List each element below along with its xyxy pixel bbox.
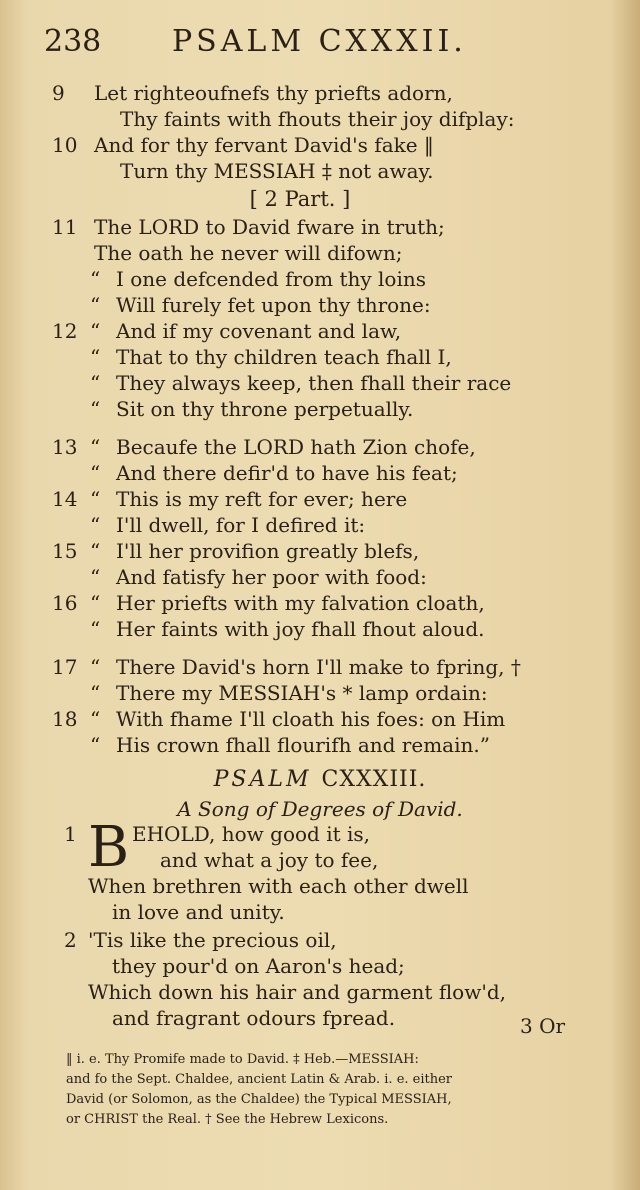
verse-number: 13 xyxy=(52,435,78,459)
verse-text: Will furely fet upon thy throne: xyxy=(116,293,431,317)
verse-line xyxy=(0,486,640,512)
quote-mark: “ xyxy=(90,371,101,395)
verse-line xyxy=(0,292,640,318)
verse-text: Let righteoufnefs thy priefts adorn, xyxy=(94,81,453,105)
quote-mark: “ xyxy=(90,617,101,641)
page-header xyxy=(44,24,604,64)
footnote-line: David (or Solomon, as the Chaldee) the Typical MESSIAH, xyxy=(66,1092,452,1107)
verse-line xyxy=(0,460,640,486)
verse-text: There David's horn I'll make to fpring, † xyxy=(116,655,521,679)
verse-text: His crown fhall flourifh and remain.” xyxy=(116,733,490,757)
verse-line xyxy=(0,732,640,758)
catchword: 3 Or xyxy=(520,1014,566,1038)
verse-number: 15 xyxy=(52,539,78,563)
verse-line xyxy=(0,654,640,680)
psalm-132-verses xyxy=(0,80,640,758)
verse-number: 17 xyxy=(52,655,78,679)
verse-text: This is my reft for ever; here xyxy=(116,487,408,511)
verse-text: That to thy children teach fhall I, xyxy=(116,345,452,369)
quote-mark: “ xyxy=(90,461,101,485)
quote-mark: “ xyxy=(90,319,101,343)
footnotes xyxy=(66,1050,586,1130)
verse-text: and fragrant odours fpread. xyxy=(112,1006,396,1030)
verse-text: There my MESSIAH's * lamp ordain: xyxy=(116,681,488,705)
verse-line xyxy=(0,616,640,642)
psalm-heading-numeral: CXXXIII. xyxy=(321,767,427,792)
quote-mark: “ xyxy=(90,565,101,589)
verse-text: Her faints with joy fhall fhout aloud. xyxy=(116,617,485,641)
footnote-line: or CHRIST the Real. † See the Hebrew Lexicons. xyxy=(66,1112,389,1127)
quote-mark: “ xyxy=(90,539,101,563)
verse-line xyxy=(0,344,640,370)
verse-text: Becaufe the LORD hath Zion chofe, xyxy=(116,435,476,459)
verse-text: And if my covenant and law, xyxy=(116,319,402,343)
verse-number: 14 xyxy=(52,487,78,511)
verse-text: they pour'd on Aaron's head; xyxy=(112,954,405,978)
verse-line xyxy=(0,590,640,616)
verse-text: in love and unity. xyxy=(112,900,285,924)
verse-number: 1 xyxy=(64,822,77,846)
verse-text: Her priefts with my falvation cloath, xyxy=(116,591,485,615)
verse-text: And there defir'd to have his feat; xyxy=(116,461,458,485)
psalm-heading xyxy=(0,765,640,795)
verse-text: EHOLD, how good it is, xyxy=(132,822,371,846)
verse-text: and what a joy to fee, xyxy=(160,848,379,872)
verse-line xyxy=(0,240,640,266)
quote-mark: “ xyxy=(90,733,101,757)
part-heading: [ 2 Part. ] xyxy=(249,187,351,211)
verse-line xyxy=(0,214,640,240)
drop-cap: B xyxy=(88,815,130,880)
quote-mark: “ xyxy=(90,435,101,459)
verse-line xyxy=(0,158,640,184)
verse-text: I one defcended from thy loins xyxy=(116,267,427,291)
verse-line xyxy=(0,512,640,538)
verse-text: The LORD to David fware in truth; xyxy=(94,215,445,239)
quote-mark: “ xyxy=(90,655,101,679)
verse-number: 10 xyxy=(52,133,78,157)
verse-text: Thy faints with fhouts their joy difplay: xyxy=(120,107,515,131)
verse-text: The oath he never will difown; xyxy=(94,241,403,265)
verse-text: And for thy fervant David's fake ‖ xyxy=(94,133,434,157)
verse-text: Turn thy MESSIAH ‡ not away. xyxy=(120,159,434,183)
psalm-subtitle: A Song of Degrees of David. xyxy=(177,797,463,821)
quote-mark: “ xyxy=(90,591,101,615)
verse-text: When brethren with each other dwell xyxy=(88,874,469,898)
verse-line xyxy=(0,80,640,106)
verse-number: 16 xyxy=(52,591,78,615)
page-number: 238 xyxy=(44,24,102,59)
quote-mark: “ xyxy=(90,397,101,421)
verse-line xyxy=(0,564,640,590)
verse-number: 11 xyxy=(52,215,78,239)
verse-line xyxy=(0,434,640,460)
verse-line xyxy=(0,680,640,706)
verse-line xyxy=(0,706,640,732)
quote-mark: “ xyxy=(90,707,101,731)
quote-mark: “ xyxy=(90,267,101,291)
quote-mark: “ xyxy=(90,513,101,537)
verse-text: I'll dwell, for I defired it: xyxy=(116,513,366,537)
quote-mark: “ xyxy=(90,681,101,705)
footnote-line: and fo the Sept. Chaldee, ancient Latin & Arab. i. e. either xyxy=(66,1072,453,1087)
quote-mark: “ xyxy=(90,293,101,317)
verse-line xyxy=(0,370,640,396)
psalm-heading-word: PSALM xyxy=(213,767,312,792)
verse-text: 'Tis like the precious oil, xyxy=(88,928,337,952)
verse-text: With fhame I'll cloath his foes: on Him xyxy=(116,707,506,731)
verse-line xyxy=(0,538,640,564)
verse-line xyxy=(0,396,640,422)
verse-number: 18 xyxy=(52,707,78,731)
quote-mark: “ xyxy=(90,345,101,369)
verse-text: And fatisfy her poor with food: xyxy=(116,565,427,589)
running-title: PSALM CXXXII. xyxy=(172,24,467,59)
verse-line xyxy=(0,318,640,344)
verse-number: 12 xyxy=(52,319,78,343)
verse-text: Sit on thy throne perpetually. xyxy=(116,397,414,421)
verse-number: 9 xyxy=(52,81,65,105)
verse-line xyxy=(0,132,640,158)
verse-text: They always keep, then fhall their race xyxy=(116,371,512,395)
footnote-line: ‖ i. e. Thy Promife made to David. ‡ Heb.—MESSIAH: xyxy=(66,1052,419,1067)
verse-text: I'll her provifion greatly blefs, xyxy=(116,539,420,563)
verse-line xyxy=(0,106,640,132)
verse-text: Which down his hair and garment flow'd, xyxy=(88,980,506,1004)
quote-mark: “ xyxy=(90,487,101,511)
verse-line xyxy=(0,266,640,292)
verse-number: 2 xyxy=(64,928,77,952)
